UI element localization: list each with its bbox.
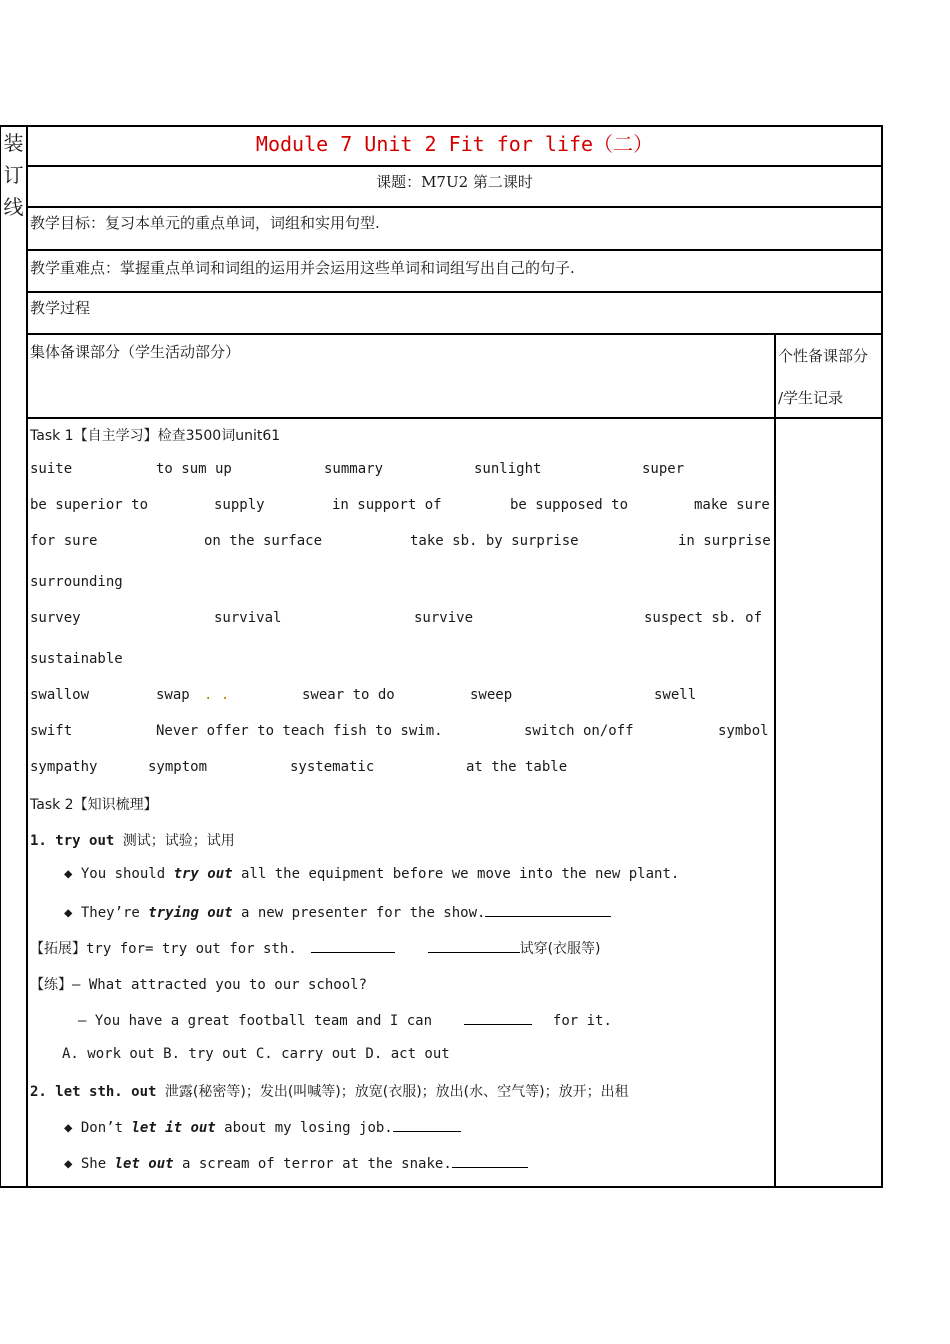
vocab-row-3 bbox=[30, 533, 774, 563]
example-text: She bbox=[80, 1156, 115, 1172]
item1-example-2 bbox=[64, 902, 774, 932]
vocab-word: surrounding bbox=[30, 574, 123, 590]
vocab-word: Never offer to teach fish to swim. bbox=[156, 723, 443, 739]
diamond-bullet-icon: ◆ bbox=[64, 1120, 81, 1136]
vocab-word: sympathy bbox=[30, 759, 98, 775]
example-phrase: let out bbox=[114, 1156, 174, 1172]
item2-meaning: 泄露(秘密等)；发出(叫喊等)；放宽(衣服)；放出(水、空气等)；放开；出租 bbox=[164, 1084, 629, 1100]
diamond-bullet-icon: ◆ bbox=[64, 866, 81, 882]
example-text: a scream of terror at the snake. bbox=[173, 1156, 452, 1172]
vocab-row-6 bbox=[30, 651, 774, 681]
answer-blank[interactable] bbox=[452, 1153, 528, 1168]
key-difficulties: 教学重难点：掌握重点单词和词组的运用并会运用这些单词和词组写出自己的句子. bbox=[28, 251, 881, 293]
vocab-row-2 bbox=[30, 497, 774, 527]
answer-blank[interactable] bbox=[464, 1010, 532, 1025]
vocab-word: make sure bbox=[694, 497, 770, 513]
teaching-objective: 教学目标：复习本单元的重点单词，词组和实用句型. bbox=[28, 208, 881, 251]
vocab-row-8 bbox=[30, 723, 774, 753]
vocab-word: survive bbox=[414, 610, 474, 626]
teaching-process: 教学过程 bbox=[28, 293, 881, 335]
example-phrase: trying out bbox=[148, 905, 233, 921]
vocab-word: take sb. by surprise bbox=[410, 533, 579, 549]
diamond-bullet-icon: ◆ bbox=[64, 1156, 81, 1172]
vocab-word: supply bbox=[214, 497, 265, 513]
vocab-word: sweep bbox=[470, 687, 513, 703]
item1-number: 1. bbox=[30, 833, 47, 849]
vocab-word: in support of bbox=[332, 497, 442, 513]
task1-heading: Task 1【自主学习】检查3500词unit61 bbox=[30, 428, 281, 444]
vocab-word: be superior to bbox=[30, 497, 149, 513]
item1-example-1 bbox=[64, 866, 774, 896]
example-text: They’re bbox=[80, 905, 149, 921]
side-head-line-2: /学生记录 bbox=[778, 389, 844, 407]
vocab-word: swift bbox=[30, 723, 73, 739]
example-text: about my losing job. bbox=[215, 1120, 393, 1136]
diamond-bullet-icon: ◆ bbox=[64, 905, 81, 921]
activity-content bbox=[28, 419, 774, 1186]
answer-blank[interactable] bbox=[485, 902, 611, 917]
vocab-word: swap bbox=[156, 687, 190, 703]
page-title: Module 7 Unit 2 Fit for life（二） bbox=[28, 127, 881, 167]
extension-meaning: 试穿(衣服等) bbox=[519, 941, 601, 957]
vocab-word: sustainable bbox=[30, 651, 123, 667]
vocab-word: be supposed to bbox=[510, 497, 629, 513]
binding-char-1: 装 bbox=[3, 131, 24, 155]
vocab-word: suite bbox=[30, 461, 73, 477]
vocab-word: survey bbox=[30, 610, 81, 626]
item1-heading bbox=[30, 830, 774, 860]
task2-heading: Task 2【知识梳理】 bbox=[30, 797, 158, 813]
item2-phrase: let sth. out bbox=[55, 1084, 157, 1100]
answer-blank[interactable] bbox=[393, 1117, 461, 1132]
item1-meaning: 测试；试验；试用 bbox=[122, 833, 235, 849]
item1-practice: 【练】— What attracted you to our school? bbox=[30, 977, 368, 993]
side-column-header bbox=[776, 335, 883, 419]
vocab-word: switch on/off bbox=[524, 723, 634, 739]
binding-char-3: 线 bbox=[3, 195, 24, 219]
vocab-row-1 bbox=[30, 461, 774, 491]
vocab-row-4 bbox=[30, 574, 774, 604]
vocab-word: sunlight bbox=[474, 461, 542, 477]
item2-example-2 bbox=[64, 1153, 774, 1183]
item1-extension bbox=[30, 938, 774, 968]
extension-text: 【拓展】try for= try out for sth. bbox=[30, 941, 297, 957]
practice-text: — You have a great football team and I can bbox=[78, 1013, 433, 1029]
vocab-word: at the table bbox=[466, 759, 568, 775]
vocab-word: in surprise bbox=[678, 533, 771, 549]
vocab-word: systematic bbox=[290, 759, 375, 775]
vocab-word: for sure bbox=[30, 533, 98, 549]
example-text: all the equipment before we move into the new plant. bbox=[232, 866, 680, 882]
side-head-line-1: 个性备课部分 bbox=[778, 347, 869, 365]
vocab-row-9 bbox=[30, 759, 774, 789]
lesson-plan-table bbox=[26, 125, 883, 1188]
item2-example-1 bbox=[64, 1117, 774, 1147]
vocab-word: swell bbox=[654, 687, 697, 703]
lesson-subject: 课题：M7U2 第二课时 bbox=[28, 167, 881, 208]
item2-heading bbox=[30, 1081, 774, 1111]
side-column bbox=[774, 335, 883, 1186]
item1-phrase: try out bbox=[55, 833, 115, 849]
dot-marks: . . bbox=[204, 687, 230, 703]
vocab-word: swear to do bbox=[302, 687, 395, 703]
vocab-row-7 bbox=[30, 687, 774, 717]
item1-practice-line-2 bbox=[78, 1010, 774, 1040]
item1-options: A. work out B. try out C. carry out D. act out bbox=[62, 1046, 450, 1062]
practice-text: for it. bbox=[552, 1013, 612, 1029]
item2-number: 2. bbox=[30, 1084, 47, 1100]
vocab-word: symptom bbox=[148, 759, 208, 775]
answer-blank[interactable] bbox=[311, 938, 395, 953]
example-text: a new presenter for the show. bbox=[232, 905, 486, 921]
vocab-word: survival bbox=[214, 610, 282, 626]
example-phrase: let it out bbox=[131, 1120, 216, 1136]
binding-char-2: 订 bbox=[3, 163, 24, 187]
vocab-word: super bbox=[642, 461, 685, 477]
vocab-row-5 bbox=[30, 610, 774, 640]
binding-line bbox=[0, 125, 26, 1188]
example-text: Don’t bbox=[80, 1120, 132, 1136]
vocab-word: summary bbox=[324, 461, 384, 477]
example-text: You should bbox=[80, 866, 174, 882]
vocab-word: suspect sb. of bbox=[644, 610, 763, 626]
vocab-word: symbol bbox=[718, 723, 769, 739]
group-prep-header: 集体备课部分（学生活动部分） bbox=[28, 335, 774, 419]
answer-blank[interactable] bbox=[428, 938, 520, 953]
vocab-word: on the surface bbox=[204, 533, 323, 549]
vocab-word: swallow bbox=[30, 687, 90, 703]
example-phrase: try out bbox=[173, 866, 233, 882]
vocab-word: to sum up bbox=[156, 461, 232, 477]
